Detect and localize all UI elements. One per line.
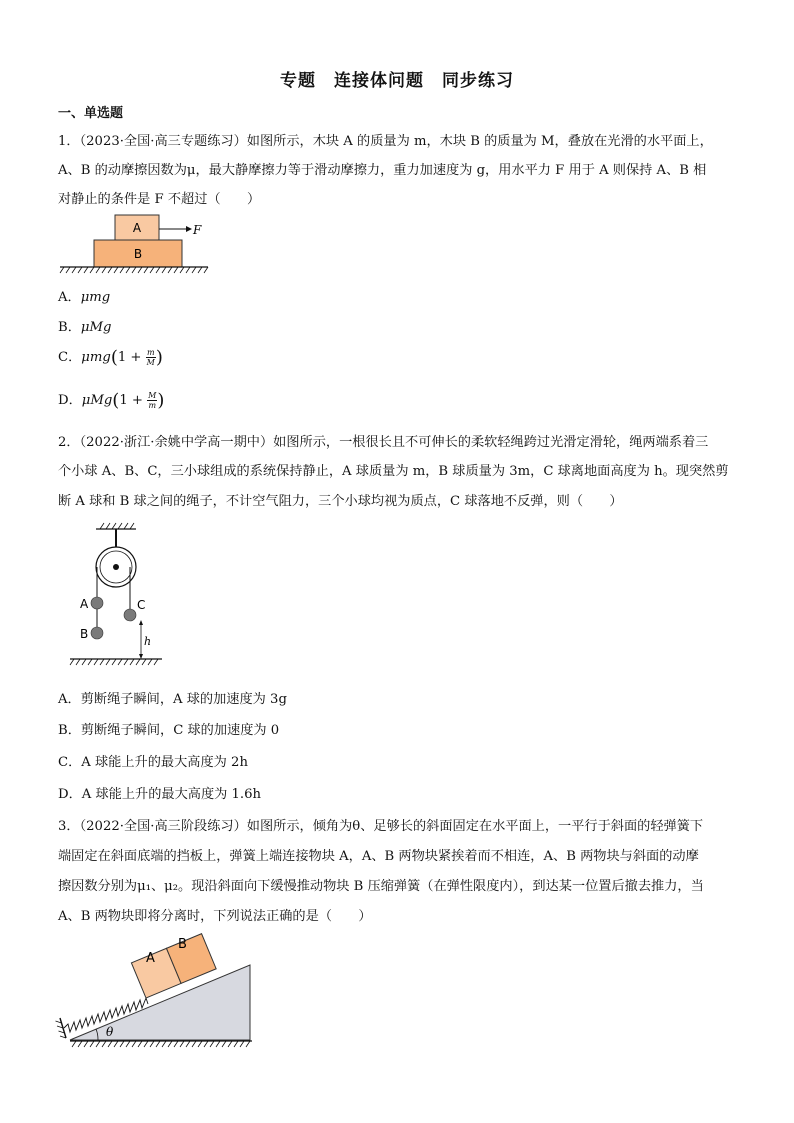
q1-block-b-label: B xyxy=(133,247,143,261)
q1-option-b-expr: μMg xyxy=(80,320,112,335)
q1-option-a-expr: μmg xyxy=(80,290,111,305)
q1-option-c: C．μmg(1 + $\frac{m}{M}$ ) xyxy=(58,347,163,368)
q2-option-a: A．剪断绳子瞬间，A 球的加速度为 3g xyxy=(58,692,287,707)
q1-option-c-fraction: $\frac{m}{M}$ xyxy=(146,348,155,367)
q2-line-1: 2．（2022·浙江·余姚中学高一期中）如图所示，一根很长且不可伸长的柔软轻绳跨过光滑定滑轮，绳两端系着三 xyxy=(58,435,709,450)
q1-line-2: A、B 的动摩擦因数为μ，最大静摩擦力等于滑动摩擦力，重力加速度为 g，用水平力 F 用于 A 则保持 A、B 相 xyxy=(58,163,707,178)
q3-block-b-label: B xyxy=(178,937,187,952)
q3-angle-label: θ xyxy=(106,1025,114,1039)
q1-option-b-letter: B． xyxy=(58,320,81,335)
q1-force-label: F xyxy=(193,223,202,237)
q2-ball-c xyxy=(124,609,136,621)
q1-option-b xyxy=(58,316,111,335)
q2-ball-a xyxy=(91,597,103,609)
q1-ground-hatch xyxy=(60,267,208,273)
q1-option-d-letter: D． xyxy=(58,393,82,408)
q3-line-1: 3．（2022·全国·高三阶段练习）如图所示，倾角为θ、足够长的斜面固定在水平面上，一平行于斜面的轻弹簧下 xyxy=(58,819,704,834)
q2-line-3: 断 A 球和 B 球之间的绳子，不计空气阻力，三个小球均视为质点，C 球落地不反弹，则（ ） xyxy=(58,494,623,509)
q2-option-c: C．A 球能上升的最大高度为 2h xyxy=(58,755,248,770)
q2-height-label: h xyxy=(144,635,152,648)
q1-option-c-one: 1 + xyxy=(117,350,146,365)
q2-figure xyxy=(70,523,170,668)
q1-option-d-fraction: $\frac{M}{m}$ xyxy=(148,391,157,410)
q3-block-a-label: A xyxy=(146,951,155,966)
q1-option-d-one: 1 + xyxy=(119,393,148,408)
q2-ball-a-label: A xyxy=(80,597,89,611)
q2-ball-c-label: C xyxy=(137,598,146,612)
q1-line-1: 1．（2023·全国·高三专题练习）如图所示，木块 A 的质量为 m，木块 B 的质量为 M，叠放在光滑的水平面上， xyxy=(58,134,713,149)
q3-line-2: 端固定在斜面底端的挡板上，弹簧上端连接物块 A，A、B 两物块紧挨着而不相连，A、B 两物块与斜面的动摩 xyxy=(58,849,699,864)
q1-option-d: D．μMg(1 + $\frac{M}{m}$ ) xyxy=(58,390,165,411)
q1-option-c-expr: μmg xyxy=(81,350,111,365)
q1-figure xyxy=(58,212,218,278)
q2-line-2: 个小球 A、B、C，三小球组成的系统保持静止，A 球质量为 m，B 球质量为 3m，C 球离地面高度为 h。现突然剪 xyxy=(58,464,729,479)
q2-ball-b-label: B xyxy=(80,627,89,641)
q1-option-a-letter: A． xyxy=(58,290,81,305)
page-title: 专题 连接体问题 同步练习 xyxy=(280,71,514,91)
q1-line-3: 对静止的条件是 F 不超过（ ） xyxy=(58,192,261,207)
q2-option-b: B．剪断绳子瞬间，C 球的加速度为 0 xyxy=(58,723,280,738)
q1-option-d-expr: μMg xyxy=(81,393,113,408)
q1-option-a xyxy=(58,286,110,305)
q3-figure xyxy=(60,930,260,1055)
q2-option-d: D．A 球能上升的最大高度为 1.6h xyxy=(58,787,262,802)
q1-block-a-label: A xyxy=(132,221,142,235)
section-heading: 一、单选题 xyxy=(58,106,124,121)
q3-line-4: A、B 两物块即将分离时，下列说法正确的是（ ） xyxy=(58,909,372,924)
q3-line-3: 擦因数分别为μ₁、μ₂。现沿斜面向下缓慢推动物块 B 压缩弹簧（在弹性限度内），到达某一位置后撤去推力，当 xyxy=(58,879,704,894)
q1-option-c-letter: C． xyxy=(58,350,82,365)
q2-ball-b xyxy=(91,627,103,639)
